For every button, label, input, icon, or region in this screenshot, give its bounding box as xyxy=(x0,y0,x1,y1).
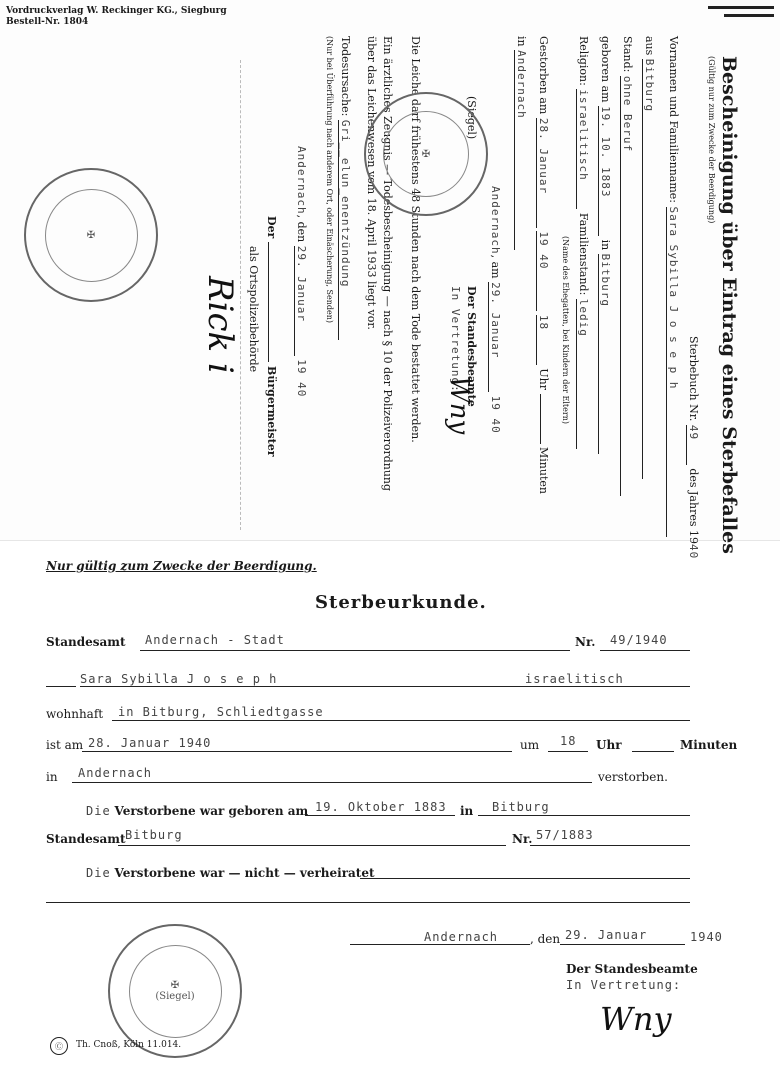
death-hour-bottom: 18 xyxy=(560,734,577,748)
sign-place: Andernach xyxy=(424,930,499,944)
residence-label: wohnhaft xyxy=(46,707,104,721)
publisher-imprint xyxy=(6,6,227,28)
registrar-signature-bottom: Wny xyxy=(600,1000,672,1038)
office-label: Standesamt xyxy=(46,635,126,649)
sign-date: 29. Januar xyxy=(565,928,648,942)
born-in-label-bottom: in xyxy=(460,804,474,818)
local-year: 19 40 xyxy=(295,359,308,398)
der-label: Der xyxy=(265,216,278,239)
eagle-emblem-icon: ✠ xyxy=(86,229,96,241)
burial-note: Die Leiche darf frühestens 48 Stunden nach dem Tode bestattet werden. xyxy=(409,36,422,443)
birth-certificate-number: 57/1883 xyxy=(536,828,594,842)
registrar-deputy: In Vertretung: xyxy=(449,286,462,393)
family-status-note: (Name des Ehegatten, bei Kindern der Eltern) xyxy=(561,236,570,424)
registry-office: Andernach - Stadt xyxy=(145,633,285,647)
cause-of-death: Gri__elun_enentzündung xyxy=(338,120,352,340)
publisher-line: Vordruckverlag W. Reckinger KG., Siegburg xyxy=(6,6,227,16)
family-status-value: ledig xyxy=(576,299,590,449)
register-label: Sterbebuch Nr. xyxy=(687,336,700,422)
register-number: 49 xyxy=(686,425,700,465)
printer-imprint: Th. Cnoß, Köln 11.014. xyxy=(76,1040,182,1050)
status-label: Stand: xyxy=(621,36,634,73)
birth-place: Bitburg xyxy=(598,254,612,454)
nr-label: Nr. xyxy=(575,635,596,649)
birth-registry-office: Bitburg xyxy=(125,828,183,842)
office2-label: Standesamt xyxy=(46,832,126,846)
doctor-note-continued: über das Leichenwesen vom 18. April 1933 liegt vor. xyxy=(365,36,378,330)
religion-bottom: israelitisch xyxy=(525,672,624,686)
registry-seal-stamp-bottom xyxy=(108,924,242,1058)
birth-date-bottom: 19. Oktober 1883 xyxy=(315,800,447,814)
from-label: aus xyxy=(643,36,656,56)
certificate-number: 49/1940 xyxy=(610,633,668,647)
validity-note: Nur gültig zum Zwecke der Beerdigung. xyxy=(46,559,317,573)
certificate-title: Bescheinigung über Eintrag eines Sterbefalles xyxy=(718,56,740,554)
origin-place: Bitburg xyxy=(642,59,656,479)
registrar-signature: Wny xyxy=(444,376,474,435)
local-date: 29. Januar xyxy=(294,246,308,356)
eagle-emblem-icon: ✠ xyxy=(421,148,431,160)
printer-logo-icon: Ⓒ xyxy=(50,1037,68,1055)
certificate-subtitle: (Gültig nur zum Zwecke der Beerdigung) xyxy=(707,56,716,224)
death-place-bottom: Andernach xyxy=(78,766,153,780)
sign-den-label: , den xyxy=(530,932,561,946)
local-den-label: , den xyxy=(295,214,308,243)
local-place: Andernach xyxy=(295,146,308,215)
death-date-bottom: 28. Januar 1940 xyxy=(88,736,212,750)
born-in-label: in xyxy=(599,239,612,251)
hour-label: Uhr xyxy=(537,368,550,390)
cause-note: (Nur bei Überführung nach anderem Ort, oder Einäscherung, Senden) xyxy=(325,36,334,323)
sign-year: 1940 xyxy=(690,930,723,944)
died-label: Gestorben am xyxy=(537,36,550,115)
minutes-label-bottom: Minuten xyxy=(680,738,738,752)
um-label: um xyxy=(520,738,540,752)
register-year: 40 xyxy=(687,543,700,560)
birth-date: 19. 10. 1883 xyxy=(598,106,612,236)
in-label: in xyxy=(46,770,58,784)
registrar-label: Der Standesbeamte xyxy=(465,286,478,407)
die-label: Die xyxy=(86,804,111,818)
born-label: geboren am xyxy=(599,36,612,103)
police-authority-label: als Ortspolizeibehörde xyxy=(247,246,260,373)
name-label: Vornamen und Familienname: xyxy=(667,36,680,203)
deceased-name-bottom: Sara Sybilla J o s e p h xyxy=(80,672,278,686)
mayor-signature: Rick i xyxy=(200,276,240,374)
residence: in Bitburg, Schliedtgasse xyxy=(118,705,324,719)
registrar-label-bottom: Der Standesbeamte xyxy=(566,962,698,976)
seal-label-bottom: (Siegel) xyxy=(155,991,195,1002)
died-label-bottom: ist am xyxy=(46,738,84,752)
eagle-emblem-icon: ✠ xyxy=(170,980,180,991)
death-date: 28. Januar xyxy=(536,118,550,228)
religion-label: Religion: xyxy=(577,36,590,86)
cause-label: Todesursache: xyxy=(339,36,352,117)
edge-mark-icon xyxy=(706,0,776,22)
death-hour: 18 xyxy=(536,315,550,365)
die-label-married: Die xyxy=(86,866,111,880)
death-place: Andernach xyxy=(514,50,528,250)
family-status-label: Familienstand: xyxy=(577,212,590,296)
year-label: des Jahres 19 xyxy=(687,468,700,544)
am-label: , am xyxy=(489,254,502,279)
born-label-bottom: Verstorbene war geboren am xyxy=(114,804,309,818)
died-in-label: in xyxy=(515,36,528,47)
death-year: 19 40 xyxy=(536,231,550,311)
minutes-label: Minuten xyxy=(537,447,550,494)
birth-place-bottom: Bitburg xyxy=(492,800,550,814)
deceased-name: Sara Sybilla J o s e p h xyxy=(666,207,680,537)
doctor-note: Ein ärztliches Zeugnis — Todesbescheinigung — nach § 10 der Polizeiverordnung xyxy=(381,36,394,492)
occupation-status: ohne Beruf xyxy=(620,76,634,496)
mayor-label: Bürgermeister xyxy=(265,366,278,457)
married-status: Verstorbene war — nicht — verheiratet xyxy=(114,866,375,880)
registry-seal-stamp-top xyxy=(364,92,488,216)
religion-value: israelitisch xyxy=(576,89,590,209)
verstorben-label: verstorben. xyxy=(598,770,668,784)
issue-year: 19 40 xyxy=(489,395,502,434)
order-number: Bestell-Nr. 1804 xyxy=(6,17,89,27)
uhr-label: Uhr xyxy=(596,738,622,752)
mayor-seal-stamp xyxy=(24,168,158,302)
death-certificate-title: Sterbeurkunde. xyxy=(315,592,487,613)
nr2-label: Nr. xyxy=(512,832,533,846)
issue-date: 29. Januar xyxy=(488,282,502,392)
registrar-deputy-bottom: In Vertretung: xyxy=(566,978,682,992)
seal-label: (Siegel) xyxy=(465,96,478,140)
issue-place: Andernach xyxy=(489,186,502,255)
